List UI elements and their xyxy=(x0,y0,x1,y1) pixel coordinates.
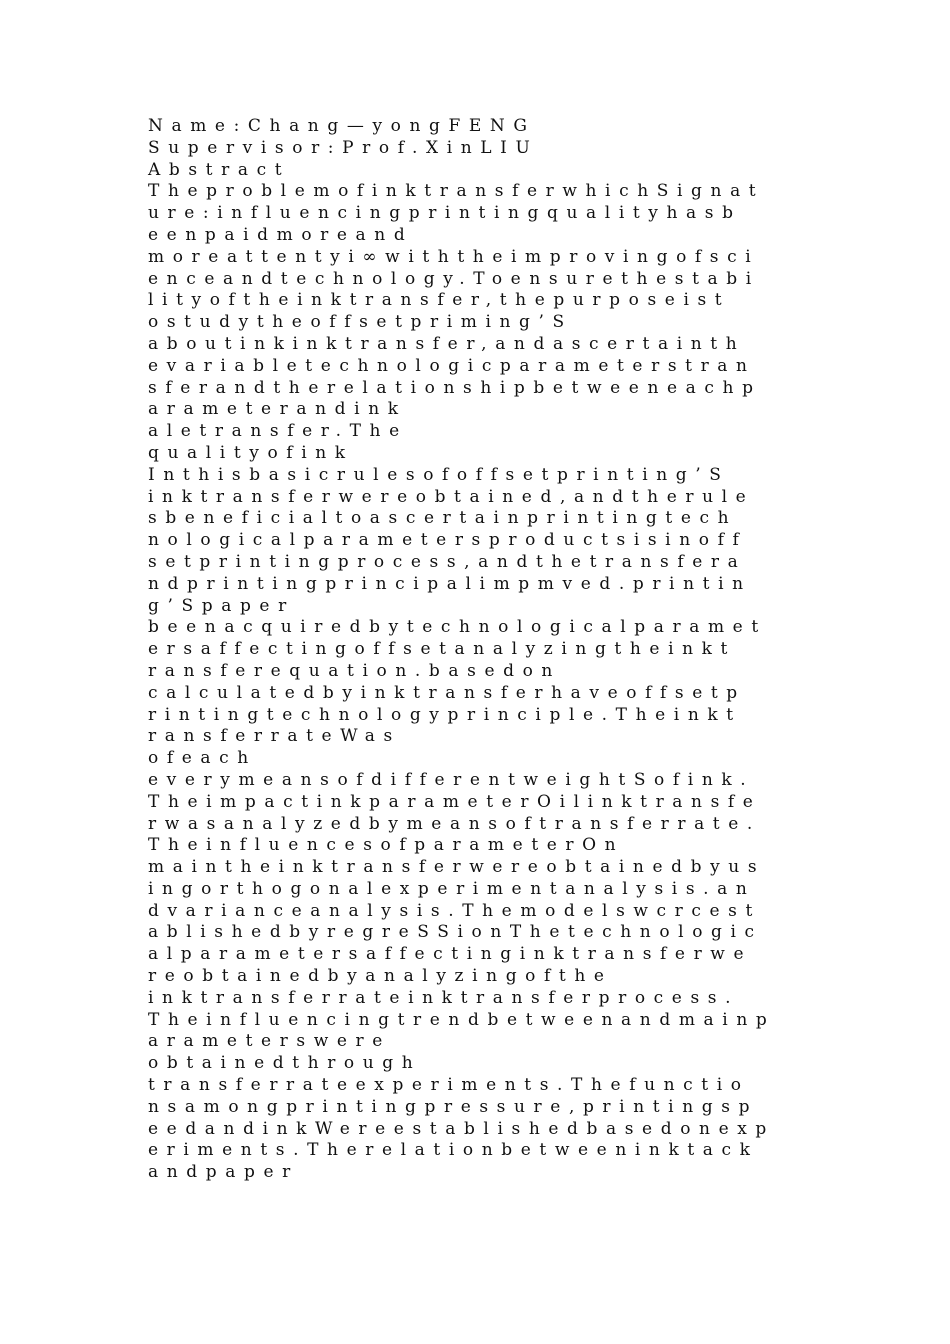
text-line: obtainedthrough xyxy=(148,1053,422,1074)
text-line: everymeansofdifferentweightSofink. xyxy=(148,769,755,790)
text-line: sbeneficialtoascertainprintingtech xyxy=(148,508,738,529)
text-line: qualityofink xyxy=(148,442,354,463)
text-line: andpaper xyxy=(148,1162,299,1183)
text-line: Theinfluencingtrendbetweenandmainp xyxy=(148,1009,776,1030)
text-line: TheimpactinkparameterOilinktransfe xyxy=(148,791,762,812)
text-line: Supervisor:Prof.XinLIU xyxy=(148,137,539,158)
text-line: reobtainedbyanalyzingofthe xyxy=(148,966,613,987)
text-line: evariabletechnologicparameterstran xyxy=(148,355,756,376)
text-line: sferandtherelationshipbetweeneachp xyxy=(148,377,762,398)
text-line: arameterandink xyxy=(148,399,407,420)
text-line: enceandtechnology.Toensurethestabi xyxy=(148,268,760,289)
text-line: moreattentyi∞withtheimprovingofsci xyxy=(148,246,760,267)
text-line: nologicalparametersproductsisinoff xyxy=(148,530,748,551)
text-line: g’Spaper xyxy=(148,595,295,616)
text-line: ransferequation.basedon xyxy=(148,660,561,681)
text-line: ndprintingprincipalimpmved.printin xyxy=(148,573,752,594)
text-line: eenpaidmoreand xyxy=(148,224,414,245)
text-line: Abstract xyxy=(148,159,291,180)
text-line: ersaffectingoffsetanalyzingtheinkt xyxy=(148,639,736,660)
text-line: calculatedbyinktransferhaveoffsetp xyxy=(148,682,746,703)
text-line: dvarianceanalysis.Themodelswcrcest xyxy=(148,900,761,921)
text-line: arameterswere xyxy=(148,1031,391,1052)
text-line: ablishedbyregreSSionThetechnologic xyxy=(148,922,763,943)
abstract-text-block xyxy=(148,116,800,1184)
text-line: eedandinkWereestablishedbasedonexp xyxy=(148,1118,775,1139)
text-line: Inthisbasicrulesofoffsetprinting’S xyxy=(148,464,730,485)
text-line: alparametersaffectinginktransferwe xyxy=(148,944,753,965)
text-line: Name:Chang—yongFENG xyxy=(148,116,536,136)
text-line: aboutinkinktransfer,andascertainth xyxy=(148,333,746,354)
text-line: maintheinktransferwereobtainedbyus xyxy=(148,857,766,878)
text-line: transferrateexperiments.Thefunctio xyxy=(148,1075,750,1096)
text-line: ingorthogonalexperimentanalysis.an xyxy=(148,878,756,899)
text-line: aletransfer.The xyxy=(148,421,408,442)
text-line: TheinfluencesofparameterOn xyxy=(148,835,625,856)
text-line: inktransferrateinktransferprocess. xyxy=(148,987,740,1008)
text-line: ofeach xyxy=(148,748,257,769)
text-line: ostudytheoffsetpriming’S xyxy=(148,312,573,333)
text-line: ure:influencingprintingqualityhasb xyxy=(148,203,742,224)
text-line: inktransferwereobtained,andtherule xyxy=(148,486,755,507)
text-line: lityoftheinktransfer,thepurposeist xyxy=(148,290,731,311)
text-line: setprintingprocess,andthetransfera xyxy=(148,551,747,572)
text-line: beenacquiredbytechnologicalparamet xyxy=(148,617,767,638)
text-line: ransferrateWas xyxy=(148,726,401,747)
text-line: TheproblemofinktransferwhichSignat xyxy=(148,181,765,202)
text-line: rintingtechnologyprinciple.Theinkt xyxy=(148,704,742,725)
text-line: nsamongprintingpressure,printingsp xyxy=(148,1096,759,1117)
text-line: eriments.Therelationbetweeninktack xyxy=(148,1140,759,1161)
text-line: rwasanalyzedbymeansoftransferrate. xyxy=(148,813,761,834)
